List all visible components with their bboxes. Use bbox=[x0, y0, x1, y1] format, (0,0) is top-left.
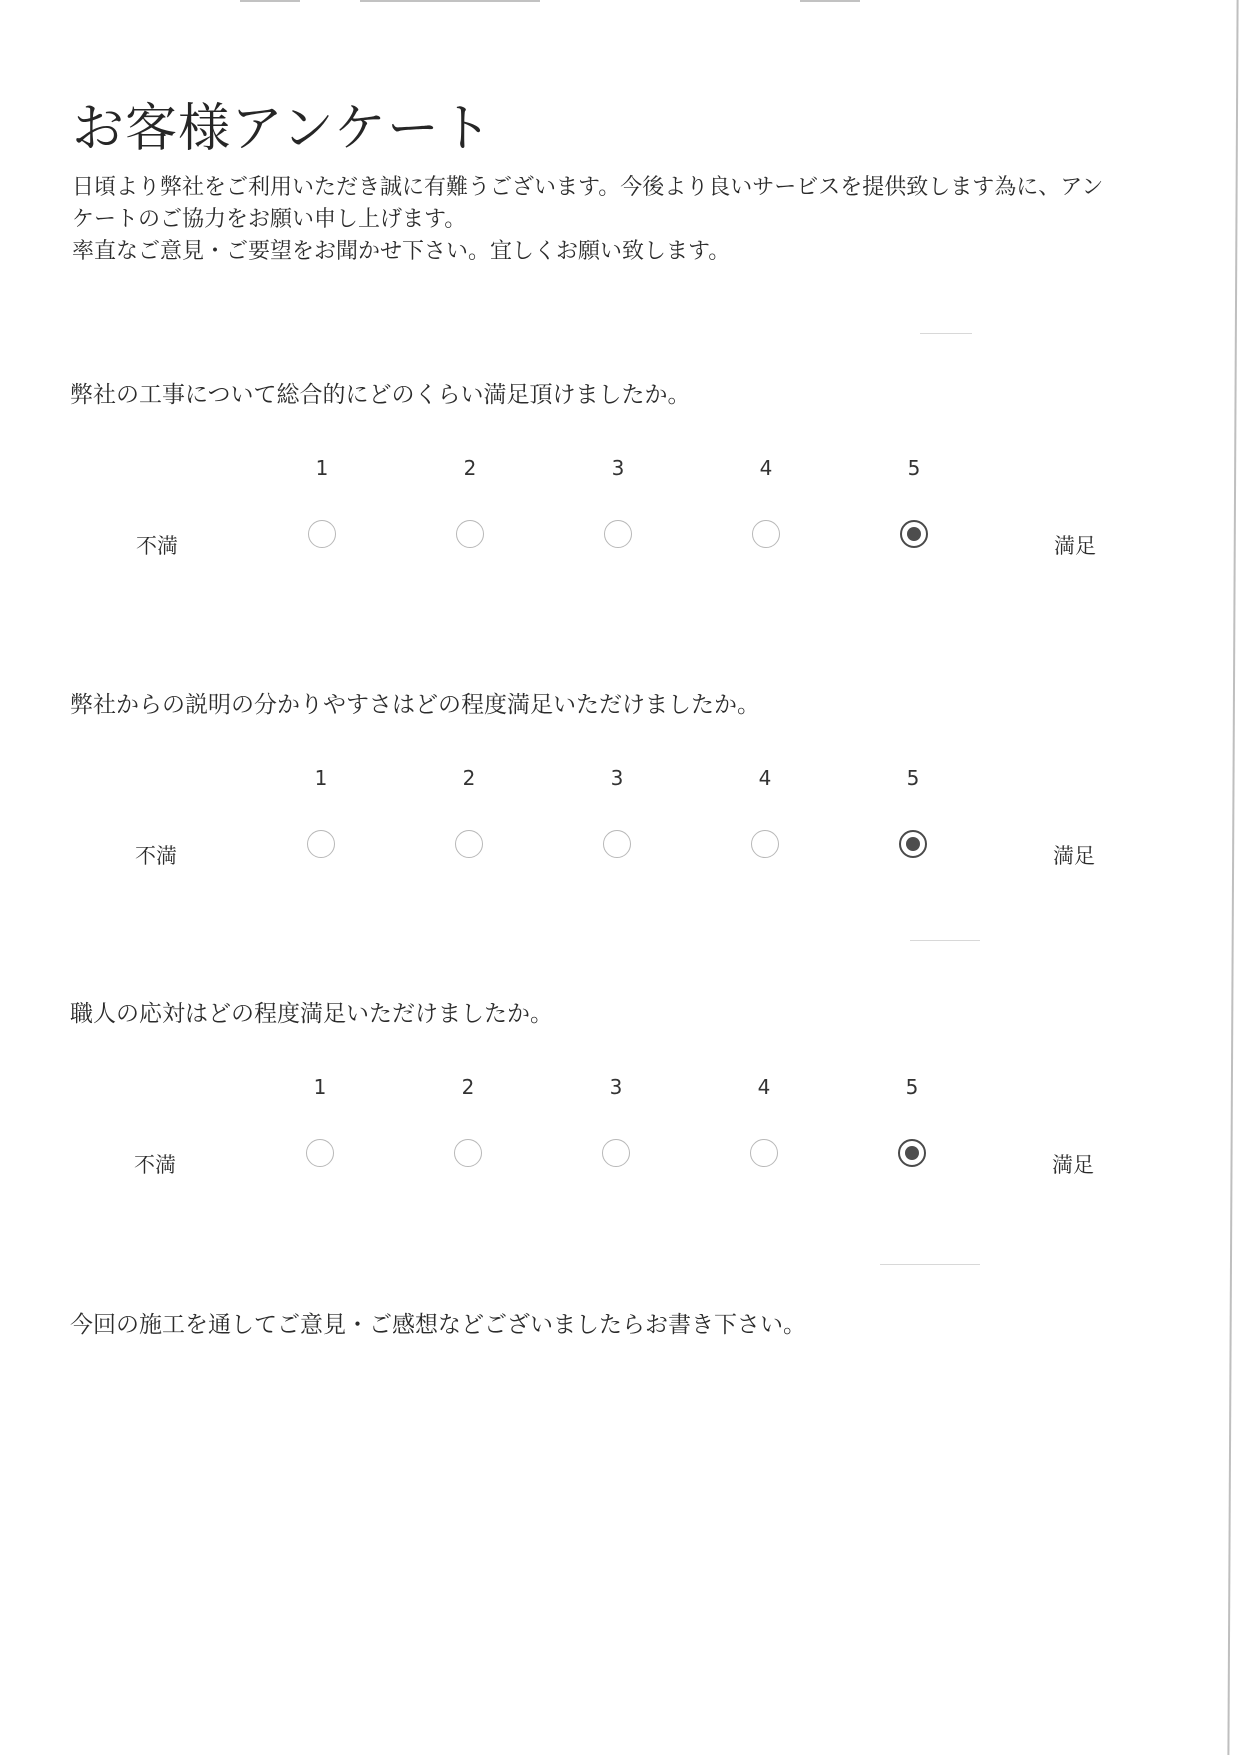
q2-radio-5[interactable] bbox=[899, 830, 927, 858]
comment-area[interactable] bbox=[70, 1350, 1150, 1710]
q3-radio-1[interactable] bbox=[306, 1139, 334, 1167]
scale-number-1: 1 bbox=[315, 456, 329, 480]
q1-radio-5[interactable] bbox=[900, 520, 928, 548]
q2-radio-4[interactable] bbox=[751, 830, 779, 858]
q2-radio-2[interactable] bbox=[455, 830, 483, 858]
radio-selected-dot bbox=[906, 837, 920, 851]
intro-line: 率直なご意見・ご要望をお聞かせ下さい。宜しくお願い致します。 bbox=[72, 239, 731, 264]
scan-artifact-mark bbox=[880, 1264, 980, 1265]
scale-number-5: 5 bbox=[905, 1075, 919, 1099]
q1-radio-4[interactable] bbox=[752, 520, 780, 548]
page-title: お客様アンケート bbox=[72, 99, 493, 159]
radio-selected-dot bbox=[907, 527, 921, 541]
scale-high-label: 満足 bbox=[1053, 844, 1095, 868]
scale-number-1: 1 bbox=[313, 1075, 327, 1099]
scale-number-2: 2 bbox=[461, 1075, 475, 1099]
q3-radio-5[interactable] bbox=[898, 1139, 926, 1167]
scale-high-label: 満足 bbox=[1054, 534, 1096, 558]
scale-number-5: 5 bbox=[906, 766, 920, 790]
question-1-text: 弊社の工事について総合的にどのくらい満足頂けましたか。 bbox=[70, 382, 691, 408]
scan-artifact-mark bbox=[910, 940, 980, 941]
scale-number-4: 4 bbox=[757, 1075, 771, 1099]
scale-number-2: 2 bbox=[463, 456, 477, 480]
q1-radio-2[interactable] bbox=[456, 520, 484, 548]
scale-low-label: 不満 bbox=[134, 1153, 176, 1177]
question-3-scale bbox=[0, 1075, 1240, 1195]
q3-radio-3[interactable] bbox=[602, 1139, 630, 1167]
q2-radio-1[interactable] bbox=[307, 830, 335, 858]
q1-radio-1[interactable] bbox=[308, 520, 336, 548]
comment-prompt: 今回の施工を通してご意見・ご感想などございましたらお書き下さい。 bbox=[70, 1312, 806, 1338]
scale-number-4: 4 bbox=[759, 456, 773, 480]
scale-number-1: 1 bbox=[314, 766, 328, 790]
scale-number-2: 2 bbox=[462, 766, 476, 790]
intro-text bbox=[72, 172, 1172, 268]
q3-radio-2[interactable] bbox=[454, 1139, 482, 1167]
scale-high-label: 満足 bbox=[1052, 1153, 1094, 1177]
scale-low-label: 不満 bbox=[135, 844, 177, 868]
question-2-scale bbox=[0, 766, 1240, 886]
q2-radio-3[interactable] bbox=[603, 830, 631, 858]
scale-number-3: 3 bbox=[609, 1075, 623, 1099]
intro-line: 日頃より弊社をご利用いただき誠に有難うございます。今後より良いサービスを提供致します為に、アン bbox=[72, 175, 1104, 200]
scan-artifact-top bbox=[240, 0, 1140, 2]
radio-selected-dot bbox=[905, 1146, 919, 1160]
scale-number-4: 4 bbox=[758, 766, 772, 790]
q3-radio-4[interactable] bbox=[750, 1139, 778, 1167]
scan-artifact-mark bbox=[920, 333, 972, 334]
question-1-scale bbox=[0, 456, 1240, 576]
scale-number-3: 3 bbox=[611, 456, 625, 480]
q1-radio-3[interactable] bbox=[604, 520, 632, 548]
scale-number-5: 5 bbox=[907, 456, 921, 480]
question-3-text: 職人の応対はどの程度満足いただけましたか。 bbox=[70, 1001, 553, 1027]
question-2-text: 弊社からの説明の分かりやすさはどの程度満足いただけましたか。 bbox=[70, 692, 760, 718]
scale-number-3: 3 bbox=[610, 766, 624, 790]
scale-low-label: 不満 bbox=[136, 534, 178, 558]
intro-line: ケートのご協力をお願い申し上げます。 bbox=[72, 207, 467, 232]
